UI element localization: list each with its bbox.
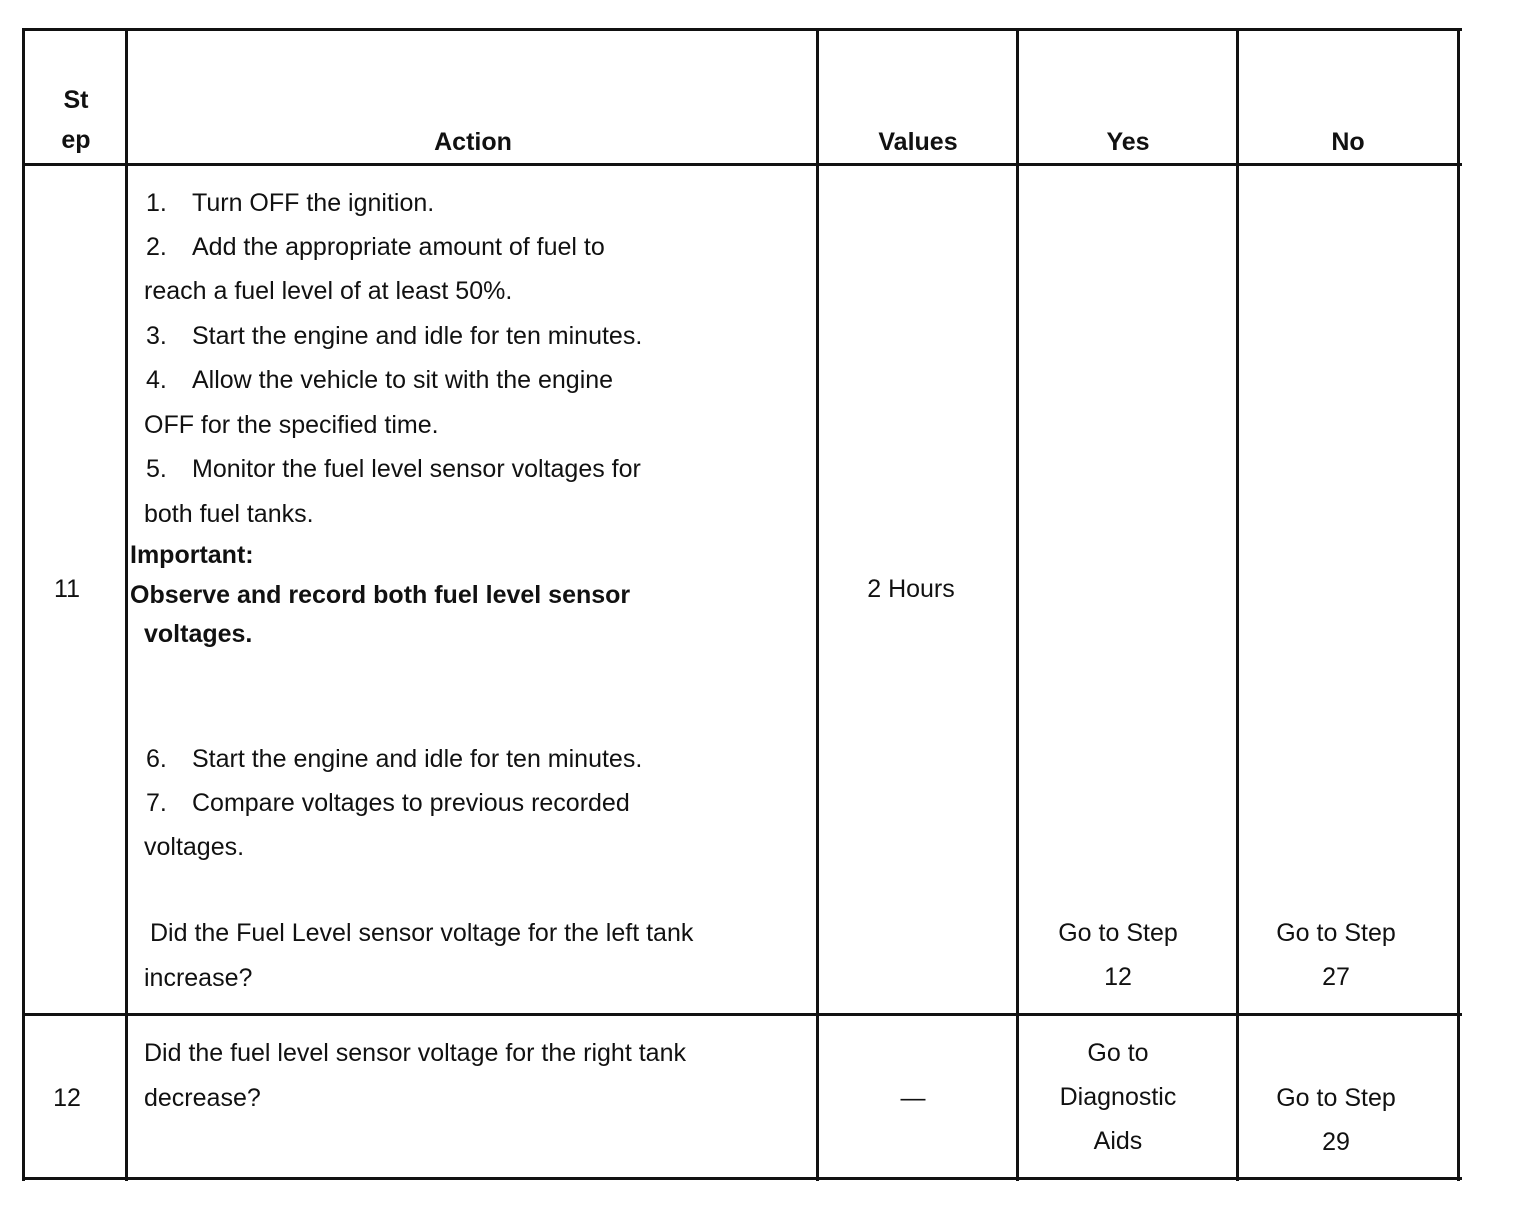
action-item bbox=[146, 314, 642, 358]
header-step bbox=[28, 80, 124, 160]
header-step-line1: St bbox=[63, 86, 89, 114]
action-item-continuation: reach a fuel level of at least 50%. bbox=[144, 277, 513, 305]
yes-no-divider bbox=[1236, 28, 1239, 1181]
important-label: Important: bbox=[130, 541, 254, 569]
value-cell: 2 Hours bbox=[867, 575, 955, 603]
action-item bbox=[146, 781, 630, 825]
yes-line: Go to Step bbox=[1058, 919, 1178, 947]
action-item-text: Monitor the fuel level sensor voltages for bbox=[192, 455, 641, 483]
yes-line: Go to bbox=[1087, 1039, 1149, 1067]
header-no: No bbox=[1331, 128, 1365, 156]
action-item-text: Compare voltages to previous recorded bbox=[192, 789, 630, 817]
header-step-line2: ep bbox=[61, 126, 91, 154]
action-item-text: Start the engine and idle for ten minutes. bbox=[192, 745, 643, 773]
header-values: Values bbox=[878, 128, 958, 156]
step-action-divider bbox=[125, 28, 128, 1181]
step-question-continuation: increase? bbox=[144, 964, 253, 992]
step-number: 11 bbox=[54, 575, 80, 603]
action-item-text: Allow the vehicle to sit with the engine bbox=[192, 366, 614, 394]
table-right-border bbox=[1457, 28, 1460, 1181]
action-item-continuation: both fuel tanks. bbox=[144, 500, 314, 528]
action-item-num: 2. bbox=[146, 233, 167, 261]
step-question: Did the Fuel Level sensor voltage for the left tank bbox=[150, 919, 694, 947]
step-number: 12 bbox=[53, 1084, 81, 1112]
action-item bbox=[146, 447, 641, 491]
no-line: 29 bbox=[1322, 1128, 1350, 1156]
action-item-text: Turn OFF the ignition. bbox=[192, 189, 435, 217]
no-cell bbox=[1240, 1076, 1432, 1164]
value-cell: — bbox=[900, 1084, 926, 1112]
no-line: 27 bbox=[1322, 963, 1350, 991]
action-item-text: Start the engine and idle for ten minutes. bbox=[192, 322, 643, 350]
action-item bbox=[146, 737, 642, 781]
header-yes: Yes bbox=[1106, 128, 1150, 156]
action-item-text: Add the appropriate amount of fuel to bbox=[192, 233, 605, 261]
action-item-num: 6. bbox=[146, 745, 167, 773]
yes-cell bbox=[1020, 1031, 1216, 1163]
no-line: Go to Step bbox=[1276, 919, 1396, 947]
yes-cell bbox=[1020, 911, 1216, 999]
action-item-num: 5. bbox=[146, 455, 167, 483]
table-bottom-border bbox=[22, 1177, 1462, 1180]
action-item-continuation: voltages. bbox=[144, 833, 245, 861]
action-item bbox=[146, 358, 613, 402]
yes-line: Aids bbox=[1093, 1127, 1143, 1155]
action-item-num: 1. bbox=[146, 189, 167, 217]
row-11-bottom-border bbox=[22, 1013, 1462, 1016]
action-item-num: 3. bbox=[146, 322, 167, 350]
action-values-divider bbox=[816, 28, 819, 1181]
header-action: Action bbox=[434, 128, 512, 156]
action-item-continuation: OFF for the specified time. bbox=[144, 411, 439, 439]
yes-line: Diagnostic bbox=[1059, 1083, 1177, 1111]
important-text-continuation: voltages. bbox=[144, 620, 253, 648]
table-left-border bbox=[22, 28, 25, 1181]
important-text: Observe and record both fuel level sensor bbox=[130, 581, 631, 609]
step-question: Did the fuel level sensor voltage for the right tank bbox=[144, 1039, 686, 1067]
action-item-num: 7. bbox=[146, 789, 167, 817]
values-yes-divider bbox=[1016, 28, 1019, 1181]
table-top-border bbox=[22, 28, 1462, 31]
yes-line: 12 bbox=[1104, 963, 1132, 991]
action-item bbox=[146, 225, 605, 269]
action-item-num: 4. bbox=[146, 366, 167, 394]
no-cell bbox=[1240, 911, 1432, 999]
no-line: Go to Step bbox=[1276, 1084, 1396, 1112]
action-item bbox=[146, 181, 434, 225]
step-question-continuation: decrease? bbox=[144, 1084, 261, 1112]
